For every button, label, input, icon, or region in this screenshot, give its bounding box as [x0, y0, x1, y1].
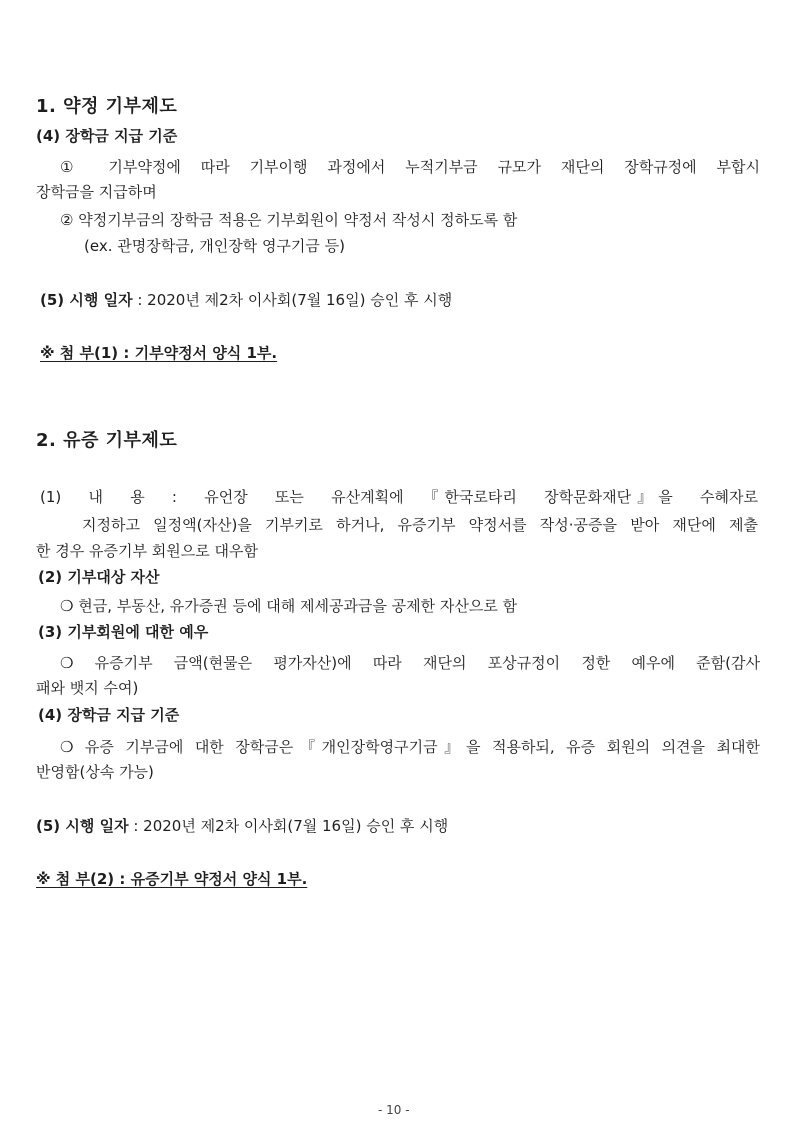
section1-effective-title: (5) 시행 일자 — [40, 291, 133, 309]
section2-content-line1: (1) 내 용 : 유언장 또는 유산계획에 『한국로타리 장학문화재단』을 수혜자로 — [40, 488, 758, 506]
section1-criteria-item1-line1: ① 기부약정에 따라 기부이행 과정에서 누적기부금 규모가 재단의 장학규정에 부합시 — [60, 158, 760, 176]
section2-effective-value: : 2020년 제2차 이사회(7월 16일) 승인 후 시행 — [133, 817, 449, 835]
section2-criteria-line2: 반영함(상속 가능) — [36, 763, 154, 781]
section2-assets-heading: (2) 기부대상 자산 — [38, 568, 160, 586]
section2-assets-item: ❍ 현금, 부동산, 유가증권 등에 대해 제세공과금을 공제한 자산으로 함 — [60, 597, 518, 615]
section2-content-line3: 한 경우 유증기부 회원으로 대우함 — [36, 542, 258, 560]
section2-criteria-line1: ❍ 유증 기부금에 대한 장학금은『개인장학영구기금』을 적용하되, 유증 회원의 의견을 최대한 — [60, 738, 760, 756]
section2-effective-date — [36, 815, 448, 836]
section2-attachment: ※ 첨 부(2) : 유증기부 약정서 양식 1부. — [36, 870, 308, 888]
page-number: - 10 - — [378, 1103, 410, 1117]
section1-heading: 1. 약정 기부제도 — [36, 96, 178, 117]
section2-heading: 2. 유증 기부제도 — [36, 430, 178, 451]
section1-criteria-item1-line2: 장학금을 지급하며 — [36, 183, 157, 201]
section1-criteria-item2: ② 약정기부금의 장학금 적용은 기부회원이 약정서 작성시 정하도록 함 — [60, 211, 518, 229]
section1-criteria-item2-example: (ex. 관명장학금, 개인장학 영구기금 등) — [84, 237, 346, 255]
section2-content-line2: 지정하고 일정액(자산)을 기부키로 하거나, 유증기부 약정서를 작성·공증을 받아 재단에 제출 — [82, 516, 758, 534]
section1-effective-date — [40, 289, 452, 310]
section2-courtesy-line2: 패와 뱃지 수여) — [36, 679, 139, 697]
section1-criteria-heading: (4) 장학금 지급 기준 — [36, 127, 178, 145]
section2-courtesy-heading: (3) 기부회원에 대한 예우 — [38, 623, 209, 641]
section2-courtesy-line1: ❍ 유증기부 금액(현물은 평가자산)에 따라 재단의 포상규정이 정한 예우에 준함(감사 — [60, 654, 760, 672]
section1-effective-value: : 2020년 제2차 이사회(7월 16일) 승인 후 시행 — [137, 291, 453, 309]
section2-effective-title: (5) 시행 일자 — [36, 817, 129, 835]
section2-criteria-heading: (4) 장학금 지급 기준 — [38, 706, 180, 724]
section1-attachment: ※ 첨 부(1) : 기부약정서 양식 1부. — [40, 344, 278, 362]
